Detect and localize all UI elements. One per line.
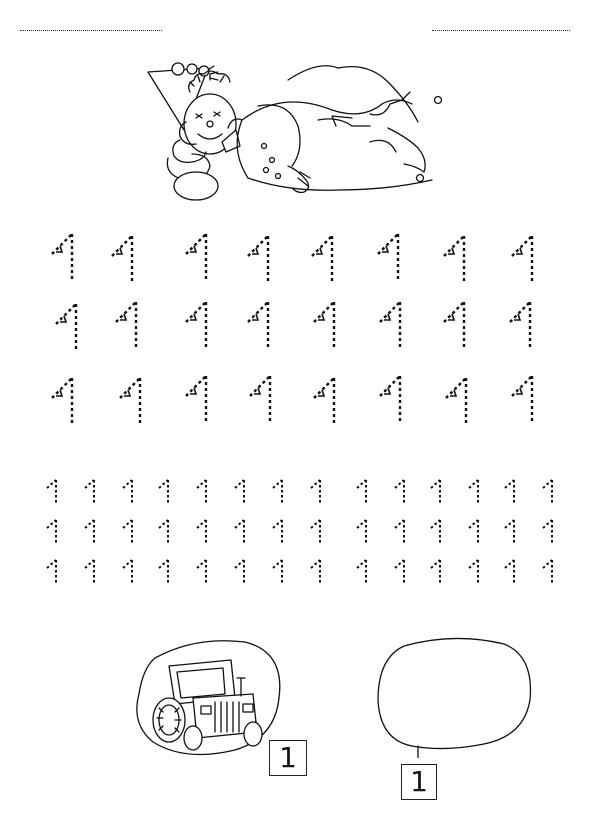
trace-digit-one[interactable] xyxy=(308,478,326,506)
trace-digit-one[interactable] xyxy=(120,518,138,546)
trace-digit-one[interactable] xyxy=(182,298,216,354)
trace-digit-one[interactable] xyxy=(310,374,344,430)
trace-digit-one[interactable] xyxy=(116,374,150,430)
trace-digit-one[interactable] xyxy=(82,518,100,546)
trace-digit-one[interactable] xyxy=(376,372,410,428)
trace-digit-one[interactable] xyxy=(428,518,446,546)
trace-digit-one[interactable] xyxy=(540,518,558,546)
trace-digit-one[interactable] xyxy=(270,518,288,546)
trace-digit-one[interactable] xyxy=(440,232,474,288)
trace-digit-one[interactable] xyxy=(244,298,278,354)
trace-digit-one[interactable] xyxy=(270,478,288,506)
trace-digit-one[interactable] xyxy=(540,558,558,586)
trace-digit-one[interactable] xyxy=(502,478,520,506)
trace-digit-one[interactable] xyxy=(308,518,326,546)
clown-illustration xyxy=(138,58,446,206)
picture-count-box: 1 xyxy=(269,740,307,776)
trace-digit-one[interactable] xyxy=(44,558,62,586)
trace-digit-one[interactable] xyxy=(44,518,62,546)
trace-digit-one[interactable] xyxy=(508,372,542,428)
trace-digit-one[interactable] xyxy=(182,230,216,286)
trace-digit-one[interactable] xyxy=(120,478,138,506)
large-trace-row-3 xyxy=(0,372,592,432)
trace-digit-one[interactable] xyxy=(108,232,142,288)
trace-digit-one[interactable] xyxy=(156,518,174,546)
trace-digit-one[interactable] xyxy=(354,518,372,546)
trace-digit-one[interactable] xyxy=(194,558,212,586)
trace-digit-one[interactable] xyxy=(392,558,410,586)
empty-drawing-bubble[interactable] xyxy=(374,636,536,758)
trace-digit-one[interactable] xyxy=(376,298,410,354)
name-line-right xyxy=(432,30,570,31)
trace-digit-one[interactable] xyxy=(194,478,212,506)
trace-digit-one[interactable] xyxy=(82,478,100,506)
trace-digit-one[interactable] xyxy=(540,478,558,506)
trace-digit-one[interactable] xyxy=(232,558,250,586)
trace-digit-one[interactable] xyxy=(508,232,542,288)
trace-digit-one[interactable] xyxy=(440,298,474,354)
answer-count-box: 1 xyxy=(401,764,437,800)
trace-digit-one[interactable] xyxy=(310,298,344,354)
trace-digit-one[interactable] xyxy=(466,558,484,586)
trace-digit-one[interactable] xyxy=(506,298,540,354)
trace-digit-one[interactable] xyxy=(442,374,476,430)
trace-digit-one[interactable] xyxy=(466,518,484,546)
trace-digit-one[interactable] xyxy=(48,230,82,286)
trace-digit-one[interactable] xyxy=(428,478,446,506)
trace-digit-one[interactable] xyxy=(308,558,326,586)
trace-digit-one[interactable] xyxy=(232,478,250,506)
trace-digit-one[interactable] xyxy=(82,558,100,586)
trace-digit-one[interactable] xyxy=(156,558,174,586)
trace-digit-one[interactable] xyxy=(194,518,212,546)
tractor-picture-bubble xyxy=(135,638,285,758)
trace-digit-one[interactable] xyxy=(308,232,342,288)
trace-digit-one[interactable] xyxy=(112,298,146,354)
name-line-left xyxy=(20,30,162,31)
trace-digit-one[interactable] xyxy=(48,374,82,430)
trace-digit-one[interactable] xyxy=(354,558,372,586)
trace-digit-one[interactable] xyxy=(502,518,520,546)
trace-digit-one[interactable] xyxy=(392,518,410,546)
trace-digit-one[interactable] xyxy=(44,478,62,506)
trace-digit-one[interactable] xyxy=(52,300,86,356)
trace-digit-one[interactable] xyxy=(270,558,288,586)
trace-digit-one[interactable] xyxy=(232,518,250,546)
trace-digit-one[interactable] xyxy=(246,372,280,428)
trace-digit-one[interactable] xyxy=(120,558,138,586)
large-trace-row-1 xyxy=(0,230,592,290)
small-trace-row-1 xyxy=(0,478,592,508)
trace-digit-one[interactable] xyxy=(466,478,484,506)
trace-digit-one[interactable] xyxy=(354,478,372,506)
small-trace-row-2 xyxy=(0,518,592,548)
trace-digit-one[interactable] xyxy=(502,558,520,586)
trace-digit-one[interactable] xyxy=(182,372,216,428)
trace-digit-one[interactable] xyxy=(374,230,408,286)
trace-digit-one[interactable] xyxy=(392,478,410,506)
trace-digit-one[interactable] xyxy=(156,478,174,506)
tractor-icon xyxy=(153,660,262,750)
large-trace-row-2 xyxy=(0,298,592,358)
trace-digit-one[interactable] xyxy=(428,558,446,586)
small-trace-row-3 xyxy=(0,558,592,588)
trace-digit-one[interactable] xyxy=(244,232,278,288)
